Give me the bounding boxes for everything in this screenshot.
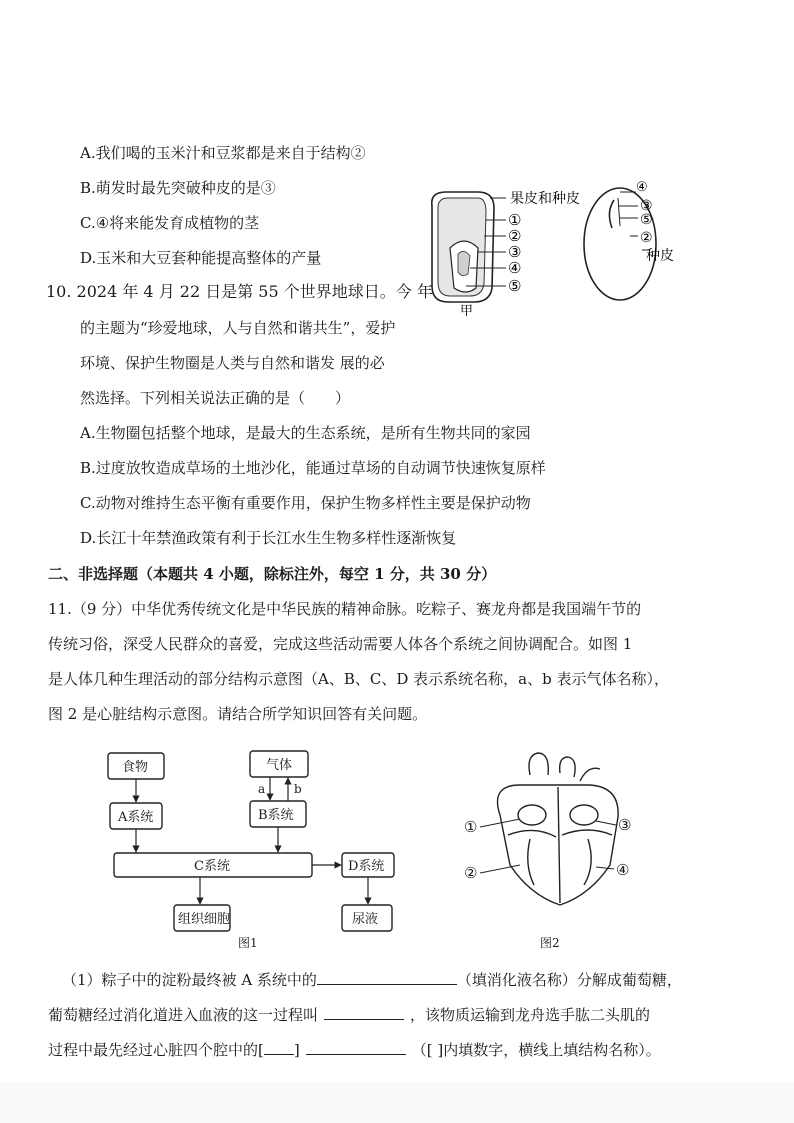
answer-blank-digestive-juice[interactable] — [317, 968, 457, 985]
q10-stem-line-1: 10. 2024 年 4 月 22 日是第 55 个世界地球日。今 年 — [46, 282, 433, 301]
q10-option-d: D.长江十年禁渔政策有利于长江水生生物多样性逐渐恢复 — [80, 529, 457, 547]
q9-option-a: A.我们喝的玉米汁和豆浆都是来自于结构② — [80, 144, 366, 162]
seed-figure — [420, 178, 720, 318]
bean-label-3: ③ — [640, 198, 653, 214]
q11-stem-line-2: 传统习俗，深受人民群众的喜爱，完成这些活动需要人体各个系统之间协调配合。如图 1 — [48, 635, 633, 653]
answer-blank-chamber-number[interactable] — [264, 1038, 294, 1055]
q11-1-line-3 — [48, 1038, 661, 1060]
heart-label-1: ① — [464, 818, 478, 836]
seed-label-2: ② — [508, 227, 522, 245]
q11-1-line-2-end: ，该物质运输到龙舟选手肱二头肌的 — [410, 1006, 651, 1024]
seed-label-1: ① — [508, 211, 522, 229]
seed-label-5: ⑤ — [508, 277, 522, 295]
q10-option-c: C.动物对维持生态平衡有重要作用，保护生物多样性主要是保护动物 — [80, 494, 531, 512]
bean-label-5: ⑤ — [640, 212, 653, 228]
heart-label-2: ② — [464, 864, 478, 882]
label-c-system: C系统 — [194, 859, 230, 874]
label-urine: 尿液 — [352, 912, 379, 927]
q11-1-line-3-bracket: ] — [293, 1041, 300, 1059]
figure-1-diagram — [100, 745, 420, 950]
q11-stem-line-1: 11.（9 分）中华优秀传统文化是中华民族的精神命脉。吃粽子、赛龙舟都是我国端午节的 — [48, 600, 642, 618]
arrow-label-b: b — [294, 782, 302, 796]
figure-2-caption: 图2 — [540, 936, 560, 950]
label-gas: 气体 — [266, 758, 293, 773]
label-d-system: D系统 — [348, 859, 385, 874]
label-b-system: B系统 — [258, 808, 294, 823]
q9-option-b: B.萌发时最先突破种皮的是③ — [80, 179, 276, 197]
q11-1-line-3-end: （[ ]内填数字，横线上填结构名称）。 — [411, 1041, 661, 1059]
q11-1-line-3-start: 过程中最先经过心脏四个腔中的[ — [48, 1041, 264, 1059]
heart-label-4: ④ — [616, 861, 630, 879]
bean-label-seedcoat: 种皮 — [646, 248, 674, 264]
arrow-label-a: a — [258, 782, 266, 796]
label-food: 食物 — [122, 760, 149, 775]
q11-1-line-2 — [48, 1003, 650, 1025]
section-2-header: 二、非选择题（本题共 4 小题，除标注外，每空 1 分，共 30 分） — [48, 565, 497, 583]
corn-seed-diagram — [432, 190, 580, 318]
q10-stem-line-4: 然选择。下列相关说法正确的是（ ） — [80, 389, 351, 407]
bean-label-2: ② — [640, 230, 653, 246]
bean-seed-diagram — [584, 180, 674, 300]
q11-1-line-1-end: （填消化液名称）分解成葡萄糖， — [456, 971, 682, 989]
seed-label-4: ④ — [508, 259, 522, 277]
seed-label-3: ③ — [508, 243, 522, 261]
figure-1-caption: 图1 — [238, 936, 258, 950]
label-a-system: A系统 — [118, 810, 154, 825]
seed-caption-jia: 甲 — [460, 304, 474, 318]
q10-option-a: A.生物圈包括整个地球，是最大的生态系统，是所有生物共同的家园 — [80, 424, 531, 442]
answer-blank-process-name[interactable] — [324, 1003, 404, 1020]
q10-stem-line-3: 环境、保护生物圈是人类与自然和谐发 展的必 — [80, 354, 385, 372]
figure-2-heart — [460, 745, 660, 950]
answer-blank-chamber-name[interactable] — [306, 1038, 406, 1055]
bean-label-4: ④ — [636, 180, 648, 195]
q9-option-d: D.玉米和大豆套种能提高整体的产量 — [80, 249, 322, 267]
heart-label-3: ③ — [618, 816, 632, 834]
q11-1-line-1 — [62, 968, 682, 990]
q9-option-c: C.④将来能发育成植物的茎 — [80, 214, 260, 232]
q10-option-b: B.过度放牧造成草场的土地沙化，能通过草场的自动调节快速恢复原样 — [80, 459, 546, 477]
page-footer-band — [0, 1082, 794, 1123]
q10-stem-line-2: 的主题为“珍爱地球，人与自然和谐共生”，爱护 — [80, 319, 396, 337]
q11-stem-line-3: 是人体几种生理活动的部分结构示意图（A、B、C、D 表示系统名称，a、b 表示气体名称）， — [48, 670, 669, 688]
seed-label-peel: 果皮和种皮 — [510, 191, 580, 207]
label-tissue-cells: 组织细胞 — [178, 912, 231, 927]
q11-1-line-2-start: 葡萄糖经过消化道进入血液的这一过程叫 — [48, 1006, 319, 1024]
q11-1-line-1-start: （1）粽子中的淀粉最终被 A 系统中的 — [62, 971, 317, 989]
q11-stem-line-4: 图 2 是心脏结构示意图。请结合所学知识回答有关问题。 — [48, 705, 428, 723]
